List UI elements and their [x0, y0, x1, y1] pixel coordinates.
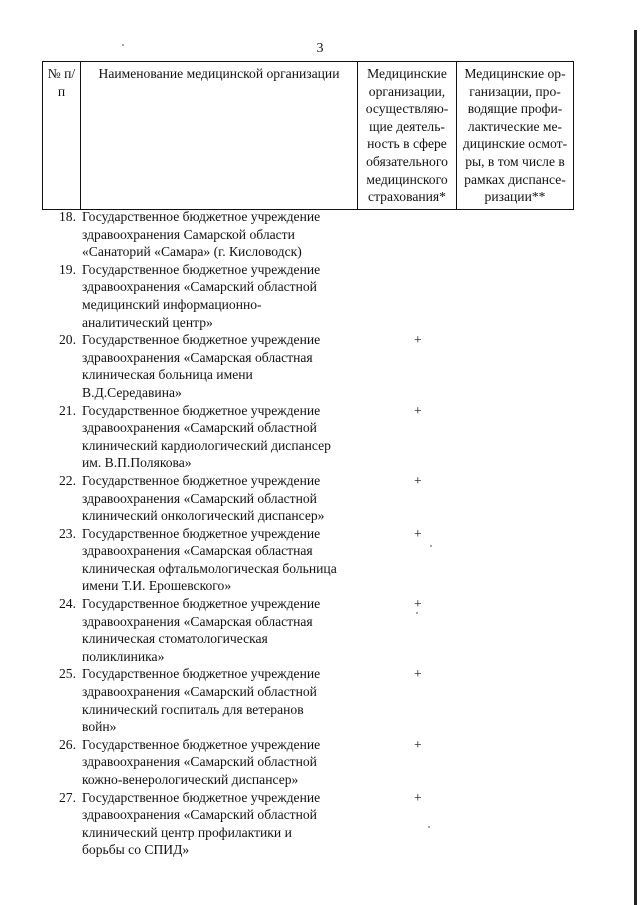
table-row — [46, 665, 466, 735]
organization-name-line: Государственное бюджетное учреждение — [82, 596, 321, 612]
page-edge-shadow — [634, 30, 637, 905]
organization-name-line: Государственное бюджетное учреждение — [82, 261, 321, 277]
organization-name — [82, 402, 382, 472]
organization-name-line: здравоохранения «Самарский областной — [82, 684, 317, 700]
row-number: 26. — [59, 736, 76, 752]
row-number: 20. — [59, 332, 76, 348]
oms-mark: + — [414, 472, 422, 488]
organization-name-line: им. В.П.Полякова» — [82, 455, 192, 471]
organization-name-line: клинический кардиологический диспансер — [82, 437, 331, 453]
row-number: 22. — [59, 472, 76, 488]
table-row — [46, 208, 466, 261]
organization-name-line: Государственное бюджетное учреждение — [82, 332, 321, 348]
page-number: 3 — [316, 41, 324, 56]
table-row — [46, 525, 466, 595]
organization-name — [82, 525, 382, 595]
header-num: № п/п — [43, 62, 81, 210]
organization-name-line: здравоохранения «Самарский областной — [82, 490, 317, 506]
scan-speck — [122, 44, 124, 46]
organization-name-line: здравоохранения «Самарский областной — [82, 807, 317, 823]
oms-mark: + — [414, 736, 422, 752]
organization-name — [82, 208, 382, 261]
organization-name — [82, 331, 382, 401]
header-prof: Медицинские ор-ганизации, про-водящие профи-лактические ме-дицинские осмот-ры, в том числе в рамках диспансе-ризации** — [457, 62, 574, 210]
organization-name-line: войн» — [82, 719, 117, 735]
organization-name-line: Государственное бюджетное учреждение — [82, 472, 321, 488]
organization-name-line: клиническая стоматологическая — [82, 631, 268, 647]
row-number: 27. — [59, 789, 76, 805]
organization-name-line: Государственное бюджетное учреждение — [82, 666, 321, 682]
organization-name — [82, 665, 382, 735]
organization-name-line: поликлиника» — [82, 648, 165, 664]
organization-name-line: клинический онкологический диспансер» — [82, 508, 325, 524]
table-row — [46, 402, 466, 472]
row-number: 18. — [59, 209, 76, 224]
organization-name-line: борьбы со СПИД» — [82, 842, 190, 858]
organization-name — [82, 472, 382, 525]
organization-name — [82, 261, 382, 331]
oms-mark: + — [414, 525, 422, 541]
table-row — [46, 261, 466, 331]
row-number: 23. — [59, 525, 76, 541]
header-oms: Медицинские организации, осуществляю-щие деятель-ность в сфере обязательного медицинского страхования* — [358, 62, 457, 210]
organization-name-line: клинический центр профилактики и — [82, 824, 292, 840]
organization-name-line: Государственное бюджетное учреждение — [82, 209, 321, 224]
table-header — [42, 61, 574, 210]
header-name: Наименование медицинской организации — [81, 62, 358, 210]
oms-mark: + — [414, 402, 422, 418]
organization-name-line: клиническая офтальмологическая больница — [82, 560, 337, 576]
organization-name — [82, 595, 382, 665]
organization-name-line: Государственное бюджетное учреждение — [82, 402, 321, 418]
organization-name-line: В.Д.Середавина» — [82, 384, 182, 400]
row-number: 25. — [59, 666, 76, 682]
organization-name-line: здравоохранения «Самарский областной — [82, 420, 317, 436]
row-number: 24. — [59, 596, 76, 612]
organization-name-line: здравоохранения «Самарская областная — [82, 543, 313, 559]
organization-name-line: клинический госпиталь для ветеранов — [82, 701, 304, 717]
table-row — [46, 736, 466, 789]
organization-name-line: Государственное бюджетное учреждение — [82, 736, 321, 752]
table-row — [46, 331, 466, 401]
organization-name-line: здравоохранения «Самарский областной — [82, 754, 317, 770]
oms-mark: + — [414, 666, 422, 682]
organization-name-line: кожно-венерологический диспансер» — [82, 772, 299, 787]
organization-name-line: здравоохранения «Самарская областная — [82, 349, 313, 365]
table-row — [46, 472, 466, 525]
organization-name-line: имени Т.И. Ерошевского» — [82, 578, 232, 594]
organization-name-line: здравоохранения Самарской области — [82, 226, 295, 242]
organization-list — [46, 208, 466, 859]
table-row — [46, 595, 466, 665]
organization-name — [82, 789, 382, 859]
organization-name-line: аналитический центр» — [82, 314, 213, 330]
organization-name-line: медицинский информационно- — [82, 296, 262, 312]
organization-name-line: здравоохранения «Самарская областная — [82, 613, 313, 629]
organization-name-line: Государственное бюджетное учреждение — [82, 525, 321, 541]
organization-name-line: клиническая больница имени — [82, 367, 253, 383]
oms-mark: + — [414, 332, 422, 348]
organization-name — [82, 736, 382, 789]
organization-name-line: здравоохранения «Самарский областной — [82, 279, 317, 295]
row-number: 21. — [59, 402, 76, 418]
row-number: 19. — [59, 261, 76, 277]
oms-mark: + — [414, 789, 422, 805]
organization-name-line: «Санаторий «Самара» (г. Кисловодск) — [82, 244, 302, 260]
table-row — [46, 789, 466, 859]
organization-name-line: Государственное бюджетное учреждение — [82, 789, 321, 805]
oms-mark: + — [414, 596, 422, 612]
